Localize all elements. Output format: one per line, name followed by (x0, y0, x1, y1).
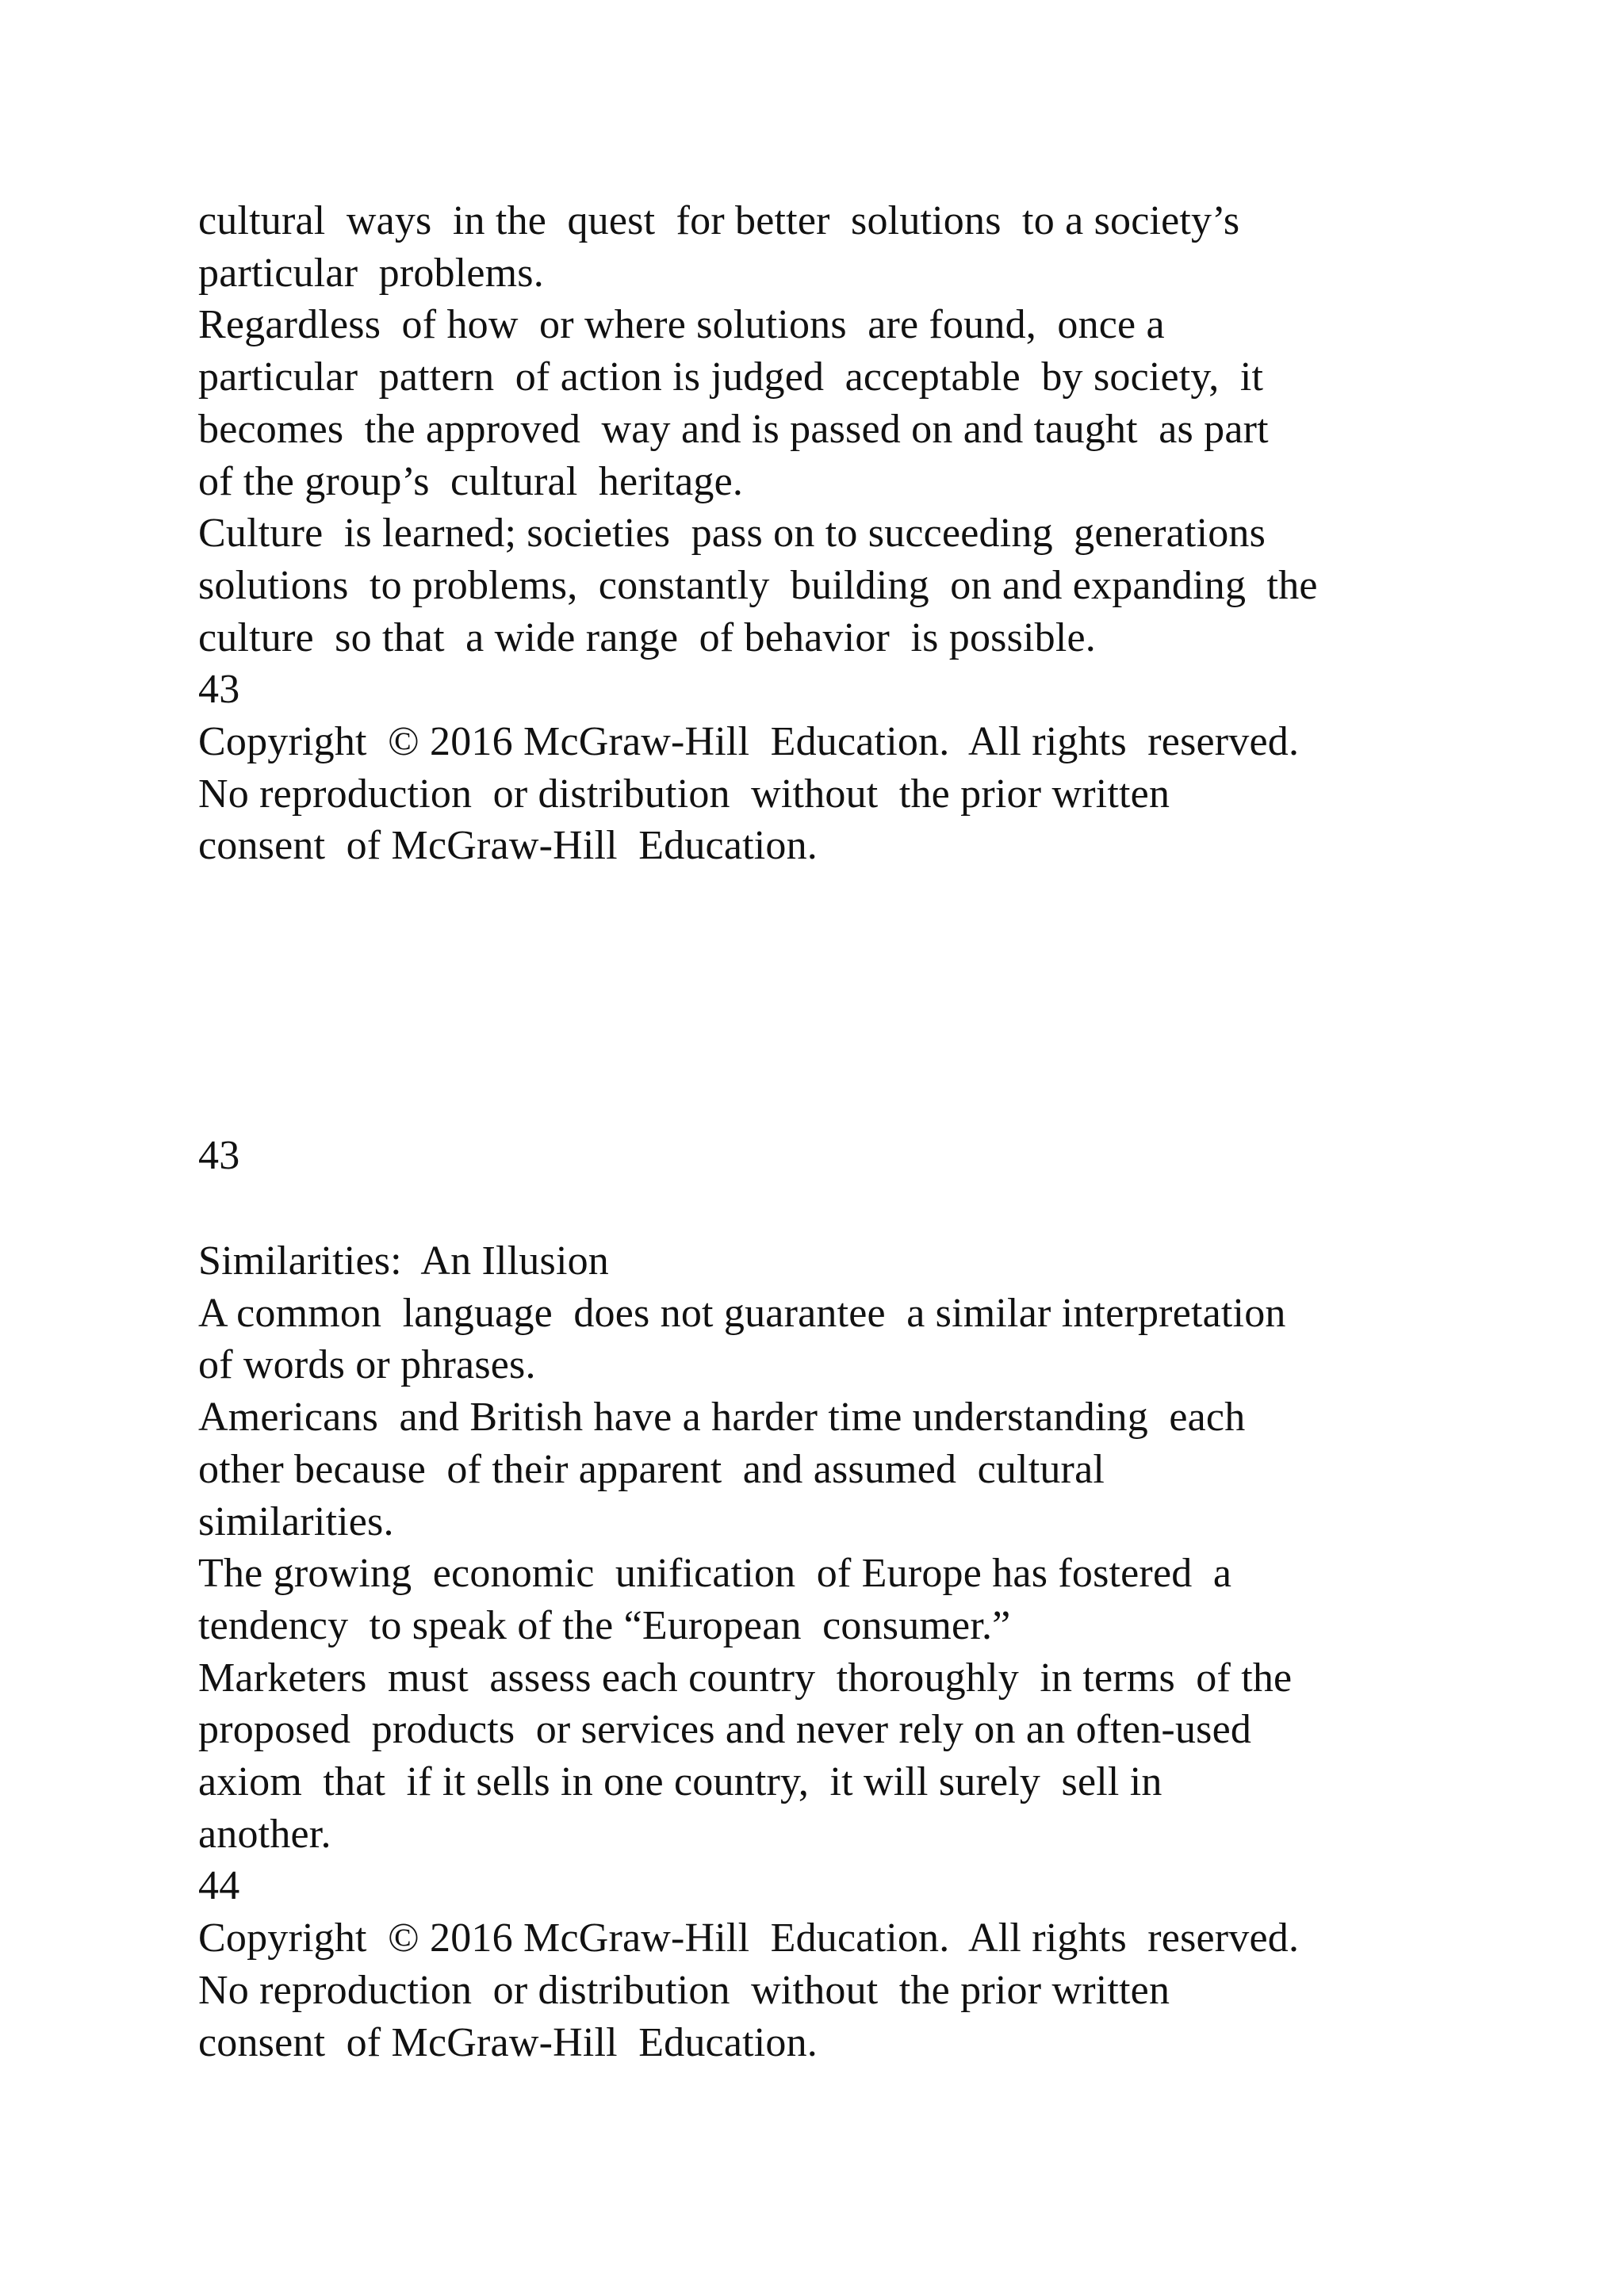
text-line: solutions to problems, constantly building on and expanding the (198, 562, 1318, 608)
copyright-line: No reproduction or distribution without the prior written (198, 1967, 1170, 2013)
page-number: 44 (198, 1863, 240, 1909)
copyright-line: No reproduction or distribution without the prior written (198, 771, 1170, 817)
text-line: another. (198, 1811, 331, 1857)
section-heading: Similarities: An Illusion (198, 1238, 609, 1284)
text-line: Regardless of how or where solutions are found, once a (198, 302, 1165, 348)
text-line: particular pattern of action is judged acceptable by society, it (198, 354, 1264, 400)
text-line: similarities. (198, 1498, 394, 1544)
slide-number-block (198, 1130, 1546, 1182)
text-line: of the group’s cultural heritage. (198, 458, 744, 504)
text-line: Culture is learned; societies pass on to succeeding generations (198, 511, 1266, 557)
text-line: particular problems. (198, 250, 544, 296)
copyright-line: consent of McGraw-Hill Education. (198, 823, 818, 869)
text-line: Americans and British have a harder time understanding each (198, 1395, 1246, 1441)
text-line: A common language does not guarantee a similar interpretation (198, 1290, 1286, 1336)
text-line: becomes the approved way and is passed on and taught as part (198, 406, 1269, 452)
text-block-culture-learned (198, 195, 1546, 872)
text-line: Marketers must assess each country thoroughly in terms of the (198, 1655, 1293, 1701)
text-line: tendency to speak of the “European consumer.” (198, 1602, 1011, 1648)
copyright-line: Copyright © 2016 McGraw-Hill Education. All rights reserved. (198, 1915, 1300, 1961)
text-block-similarities (198, 1235, 1546, 2068)
text-line: proposed products or services and never rely on an often-used (198, 1707, 1252, 1753)
text-line: other because of their apparent and assumed cultural (198, 1446, 1105, 1492)
text-line: axiom that if it sells in one country, it will surely sell in (198, 1759, 1162, 1805)
copyright-line: Copyright © 2016 McGraw-Hill Education. All rights reserved. (198, 719, 1300, 765)
copyright-line: consent of McGraw-Hill Education. (198, 2019, 818, 2065)
slide-number: 43 (198, 1133, 240, 1178)
text-line: cultural ways in the quest for better solutions to a society’s (198, 198, 1240, 243)
page-number: 43 (198, 667, 240, 713)
text-line: of words or phrases. (198, 1342, 536, 1388)
text-line: The growing economic unification of Europe has fostered a (198, 1551, 1232, 1597)
text-line: culture so that a wide range of behavior is possible. (198, 614, 1096, 660)
